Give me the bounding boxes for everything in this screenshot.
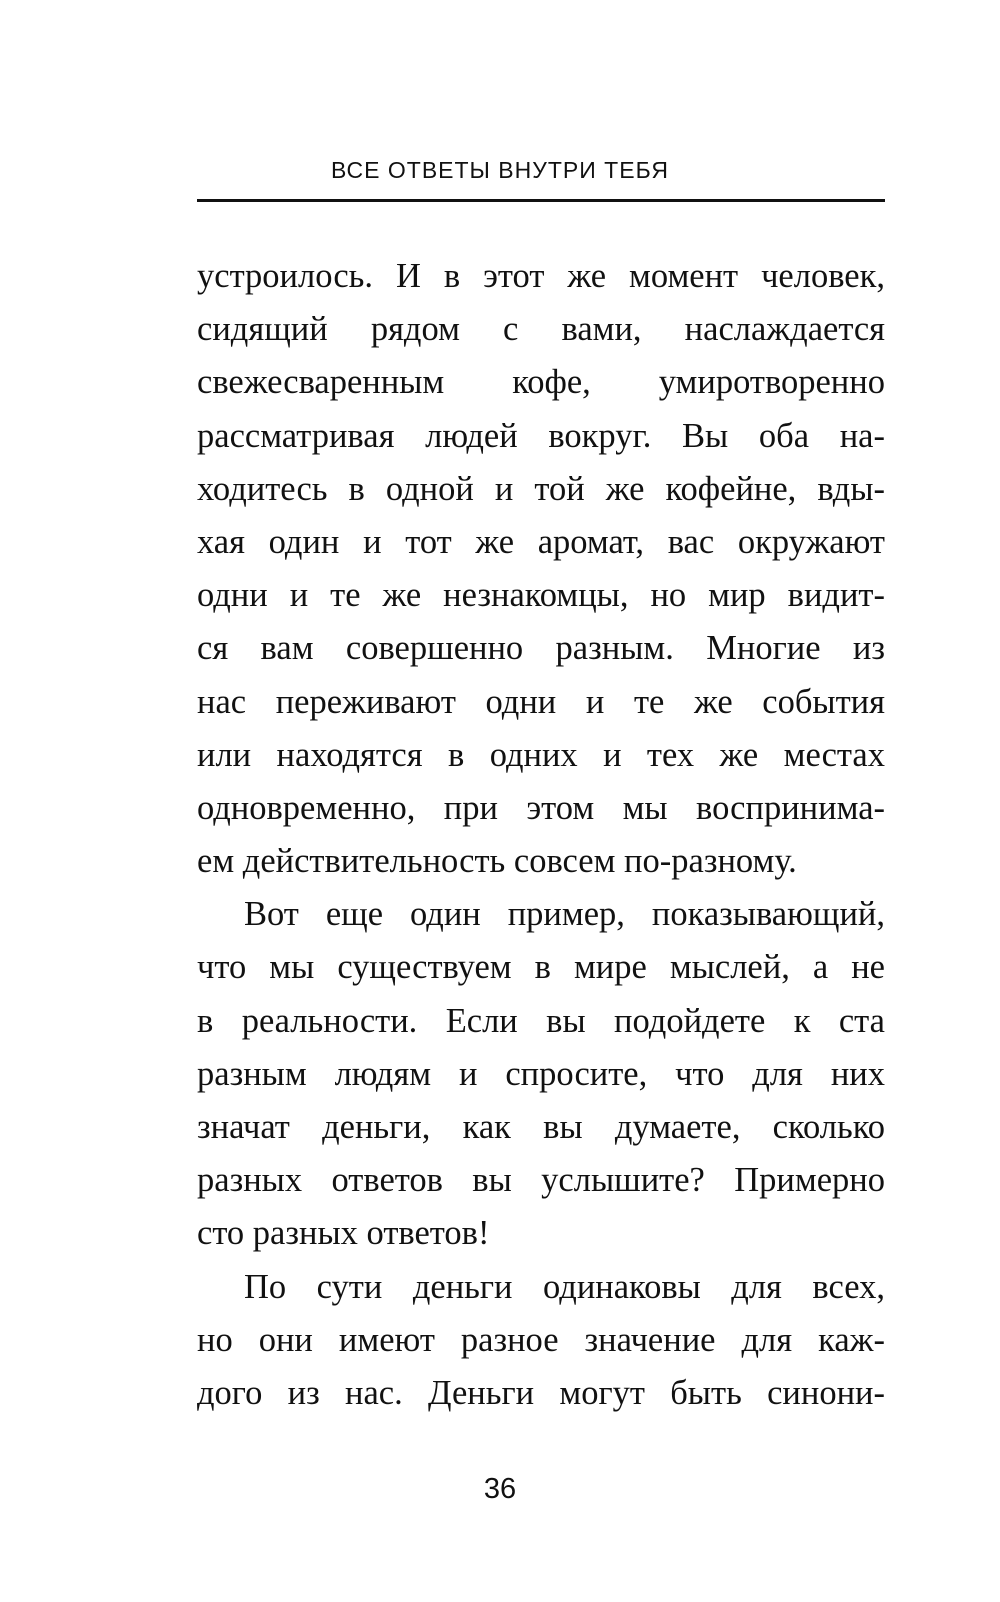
text-line: Вот еще один пример, показывающий, xyxy=(244,895,885,934)
text-line: ходитесь в одной и той же кофейне, вды- xyxy=(197,469,885,508)
text-line: разных ответов вы услышите? Примерно xyxy=(197,1161,885,1200)
text-line: дого из нас. Деньги могут быть синони- xyxy=(197,1373,885,1412)
text-line: одновременно, при этом мы воспринима- xyxy=(197,788,885,827)
text-line: или находятся в одних и тех же местах xyxy=(197,735,885,774)
text-line: ем действительность совсем по-разному. xyxy=(197,842,797,881)
text-line: нас переживают одни и те же события xyxy=(197,682,885,721)
text-line: устроилось. И в этот же момент человек, xyxy=(197,257,885,295)
running-head-title: ВСЕ ОТВЕТЫ ВНУТРИ ТЕБЯ xyxy=(330,157,670,183)
text-line: хая один и тот же аромат, вас окружают xyxy=(197,522,885,561)
text-line: сто разных ответов! xyxy=(197,1214,490,1253)
text-line: что мы существуем в мире мыслей, а не xyxy=(197,948,885,987)
text-line: одни и те же незнакомцы, но мир видит- xyxy=(197,576,885,615)
text-line: но они имеют разное значение для каж- xyxy=(197,1320,885,1359)
text-line: сидящий рядом с вами, наслаждается xyxy=(197,310,885,349)
text-line: значат деньги, как вы думаете, сколько xyxy=(197,1108,885,1146)
text-line: свежесваренным кофе, умиротворенно xyxy=(197,363,885,402)
text-line: ся вам совершенно разным. Многие из xyxy=(197,629,885,668)
body-text xyxy=(197,250,885,1420)
header-rule xyxy=(197,199,885,202)
text-line: разным людям и спросите, что для них xyxy=(197,1054,885,1093)
page-number: 36 xyxy=(483,1473,517,1505)
text-line: в реальности. Если вы подойдете к ста xyxy=(197,1001,885,1040)
text-line: рассматривая людей вокруг. Вы оба на- xyxy=(197,416,885,455)
text-line: По сути деньги одинаковы для всех, xyxy=(244,1267,885,1306)
